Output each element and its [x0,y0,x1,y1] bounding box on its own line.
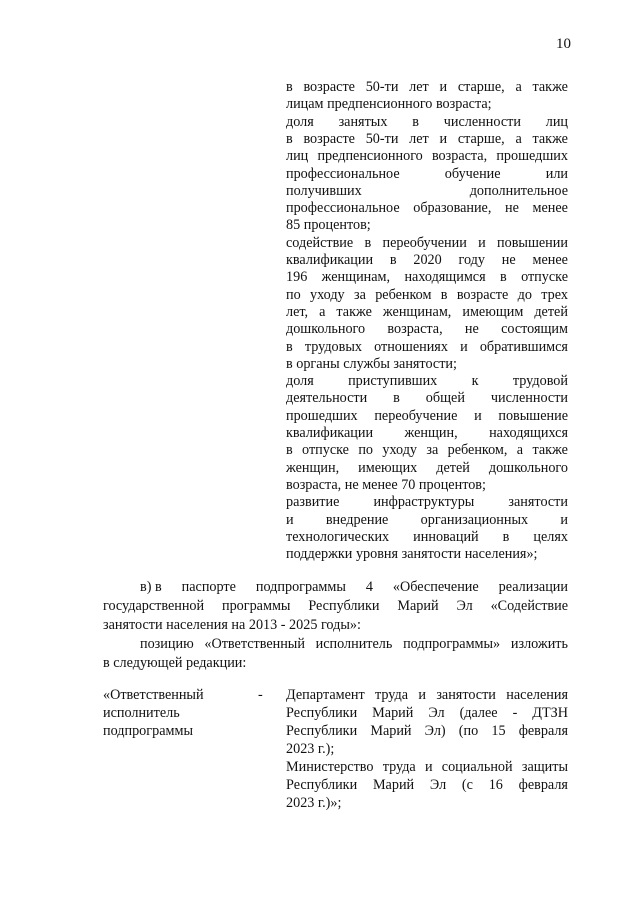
word: Республики [286,705,358,721]
word: Республики [286,723,358,739]
word: трудовых [304,338,362,355]
word: доля [286,373,314,390]
table-dash: - [258,687,263,703]
right-column-line [286,234,568,252]
word: женщин, [286,459,340,476]
word: «Обеспечение [392,579,479,595]
word: в) в [140,579,162,595]
word: программы [221,598,291,614]
paragraph-line: в следующей редакции: [103,655,247,671]
right-column-line [286,286,568,304]
word: за [426,442,439,459]
word: а [516,442,524,459]
word: в [393,390,400,407]
word: Республики [286,777,358,793]
right-column-line: поддержки уровня занятости населения»; [286,546,538,563]
right-column-line: лицам предпенсионного возраста; [286,96,492,113]
word: в [286,79,293,95]
word: уходу [382,442,418,459]
word: а [319,303,326,320]
word: в [286,442,293,459]
word: и [439,79,448,95]
word: лиц [286,148,309,165]
word: возрасте [303,79,355,95]
word: менее [532,252,568,268]
right-column-line [286,199,568,217]
word: детей [534,303,568,320]
word: и [418,687,426,703]
word: возрасте [303,130,355,147]
word: февраля [518,777,568,793]
word: по [358,442,374,459]
right-column-line: в органы службы занятости; [286,355,457,372]
word: дошкольного [488,459,568,476]
word: Марий [397,598,439,614]
word: обратившимся [479,338,568,355]
word: или [545,165,568,182]
word: приступивших [348,373,438,390]
word: технологических [286,528,390,545]
right-column-line [286,441,568,459]
right-column-line [286,338,568,356]
right-column-line: 85 процентов; [286,217,371,234]
word: Марий [372,705,414,721]
word: находящимся [404,269,486,286]
word: Эл [428,705,445,721]
word: имеющих [358,459,418,476]
right-column-line [286,424,568,442]
table-label-line: подпрограммы [103,723,193,739]
word: возраста, [387,321,443,338]
word: и [439,130,448,147]
word: лет [409,79,429,95]
right-column-line [286,165,568,183]
word: содействие [286,234,354,251]
word: и [460,338,468,355]
word: прошедших [496,148,568,165]
right-column-line [286,78,568,96]
paragraph-line [103,597,568,615]
word: труда [375,687,409,703]
word: деятельности [286,390,368,407]
right-column-line [286,268,568,286]
word: дошкольного [286,321,366,338]
word: обучение [444,165,501,182]
right-column-line [286,113,568,131]
word: профессиональное [286,165,400,182]
word: уходу [310,286,345,303]
word: в [412,113,419,130]
word: общей [425,390,465,407]
table-value-line [286,722,568,740]
word: и [560,511,568,528]
word: лиц [545,113,568,130]
word: организационных [420,511,529,528]
word: занятых [338,113,388,130]
word: ребенком [375,286,432,303]
right-column-line [286,182,568,200]
word: численности [490,390,568,407]
word: возрасте [456,286,509,303]
word: повышении [497,234,568,251]
word: а [515,79,522,95]
word: инноваций [413,528,479,545]
word: в [500,269,507,286]
right-column-line: возраста, не менее 70 процентов; [286,476,486,493]
word: женщин, [404,425,458,441]
word: в [389,252,397,268]
word: численности [443,113,521,130]
word: переобучении [382,234,467,251]
word: исполнитель [315,636,393,652]
word: развитие [286,494,340,511]
word: до [517,286,532,303]
word: ребенком, [447,442,508,459]
right-column-line [286,147,568,165]
word: позицию [140,636,194,652]
word: 4 [365,579,373,595]
word: инфраструктуры [373,494,475,511]
word: Департамент [286,687,365,703]
word: ДТЗН [532,705,568,721]
paragraph-line: занятости населения на 2013 - 2025 годы»: [103,617,361,633]
word: также [336,303,372,320]
word: (далее [459,705,498,721]
right-column-line [286,493,568,511]
word: 16 [488,777,503,793]
word: за [353,286,366,303]
word: Марий [372,777,415,793]
table-value-line [286,758,568,776]
word: Республики [308,598,380,614]
word: и [286,511,294,528]
word: квалификации [286,252,374,268]
right-column-line [286,407,568,425]
word: также [532,130,568,147]
right-column-line [286,320,568,338]
paragraph-line [140,635,568,653]
word: внедрение [325,511,389,528]
table-value-line [286,704,568,722]
word: старше, [457,130,505,147]
word: - [512,705,518,721]
word: трех [541,286,568,303]
word: состоящим [501,321,568,338]
word: находящихся [489,425,568,441]
word: Эл [429,777,447,793]
table-label-line: исполнитель [103,705,180,721]
right-column-line [286,389,568,407]
word: и [424,759,433,775]
word: (с [461,777,473,793]
word: 2020 [413,252,442,268]
word: Марий [370,723,412,739]
word: старше, [457,79,505,95]
right-column-line [286,528,568,546]
word: лет, [286,303,309,320]
word: труда [382,759,416,775]
table-value-line: 2023 г.); [286,741,335,757]
word: в [440,286,448,303]
word: профессиональное [286,200,400,217]
word: 50-ти [365,130,399,147]
word: 15 [491,723,506,739]
word: образование, [413,200,492,217]
word: отпуске [521,269,568,286]
word: по [286,286,301,303]
word: прошедших [286,407,358,424]
right-column-line [286,303,568,321]
word: женщинам, [382,303,452,320]
word: менее [532,200,568,217]
word: «Содействие [490,598,568,614]
word: отпуске [302,442,349,459]
word: подпрограммы [255,579,346,595]
word: отношениях [374,338,448,355]
table-value-line: 2023 г.)»; [286,795,342,811]
word: 50-ти [365,79,399,95]
word: государственной [103,598,205,614]
table-value-line [286,776,568,794]
table-label-line: «Ответственный [103,687,204,703]
word: не [501,252,516,268]
word: и [474,407,482,424]
right-column-line [286,511,568,529]
word: целях [533,528,568,545]
word: Эл [456,598,473,614]
word: занятости [508,494,568,511]
word: «Ответственный [204,636,305,652]
word: реализации [498,579,568,595]
word: Министерство [286,759,374,775]
paragraph-line [140,578,568,596]
word: Эл) [424,723,446,739]
word: детей [436,459,470,476]
word: возраста, [431,148,488,165]
word: доля [286,113,314,130]
word: в [286,130,293,147]
word: населения [506,687,568,703]
word: имеющим [462,303,524,320]
word: предпенсионного [317,148,423,165]
word: трудовой [512,373,568,390]
word: квалификации [286,425,374,441]
word: повышение [498,407,568,424]
word: в [286,338,293,355]
word: дополнительное [469,182,568,199]
word: паспорте [181,579,236,595]
word: в [364,234,372,251]
word: лет [409,130,429,147]
word: февраля [518,723,568,739]
page-number: 10 [556,36,571,52]
word: социальной [441,759,513,775]
word: 196 [286,269,308,286]
word: получивших [286,182,362,199]
word: изложить [510,636,568,652]
word: не [505,200,519,217]
word: переобучение [374,407,458,424]
word: подпрограммы» [403,636,501,652]
table-value-line [286,686,568,704]
word: году [458,252,485,268]
word: женщинам, [321,269,391,286]
word: к [471,373,479,390]
right-column-line [286,459,568,477]
word: не [464,321,479,338]
word: защиты [521,759,568,775]
word: (по [458,723,479,739]
word: и [478,234,486,251]
word: также [532,442,568,459]
word: также [532,79,568,95]
word: в [502,528,510,545]
right-column-line [286,130,568,148]
right-column-line [286,251,568,269]
word: занятости [436,687,496,703]
word: а [515,130,522,147]
right-column-line [286,372,568,390]
